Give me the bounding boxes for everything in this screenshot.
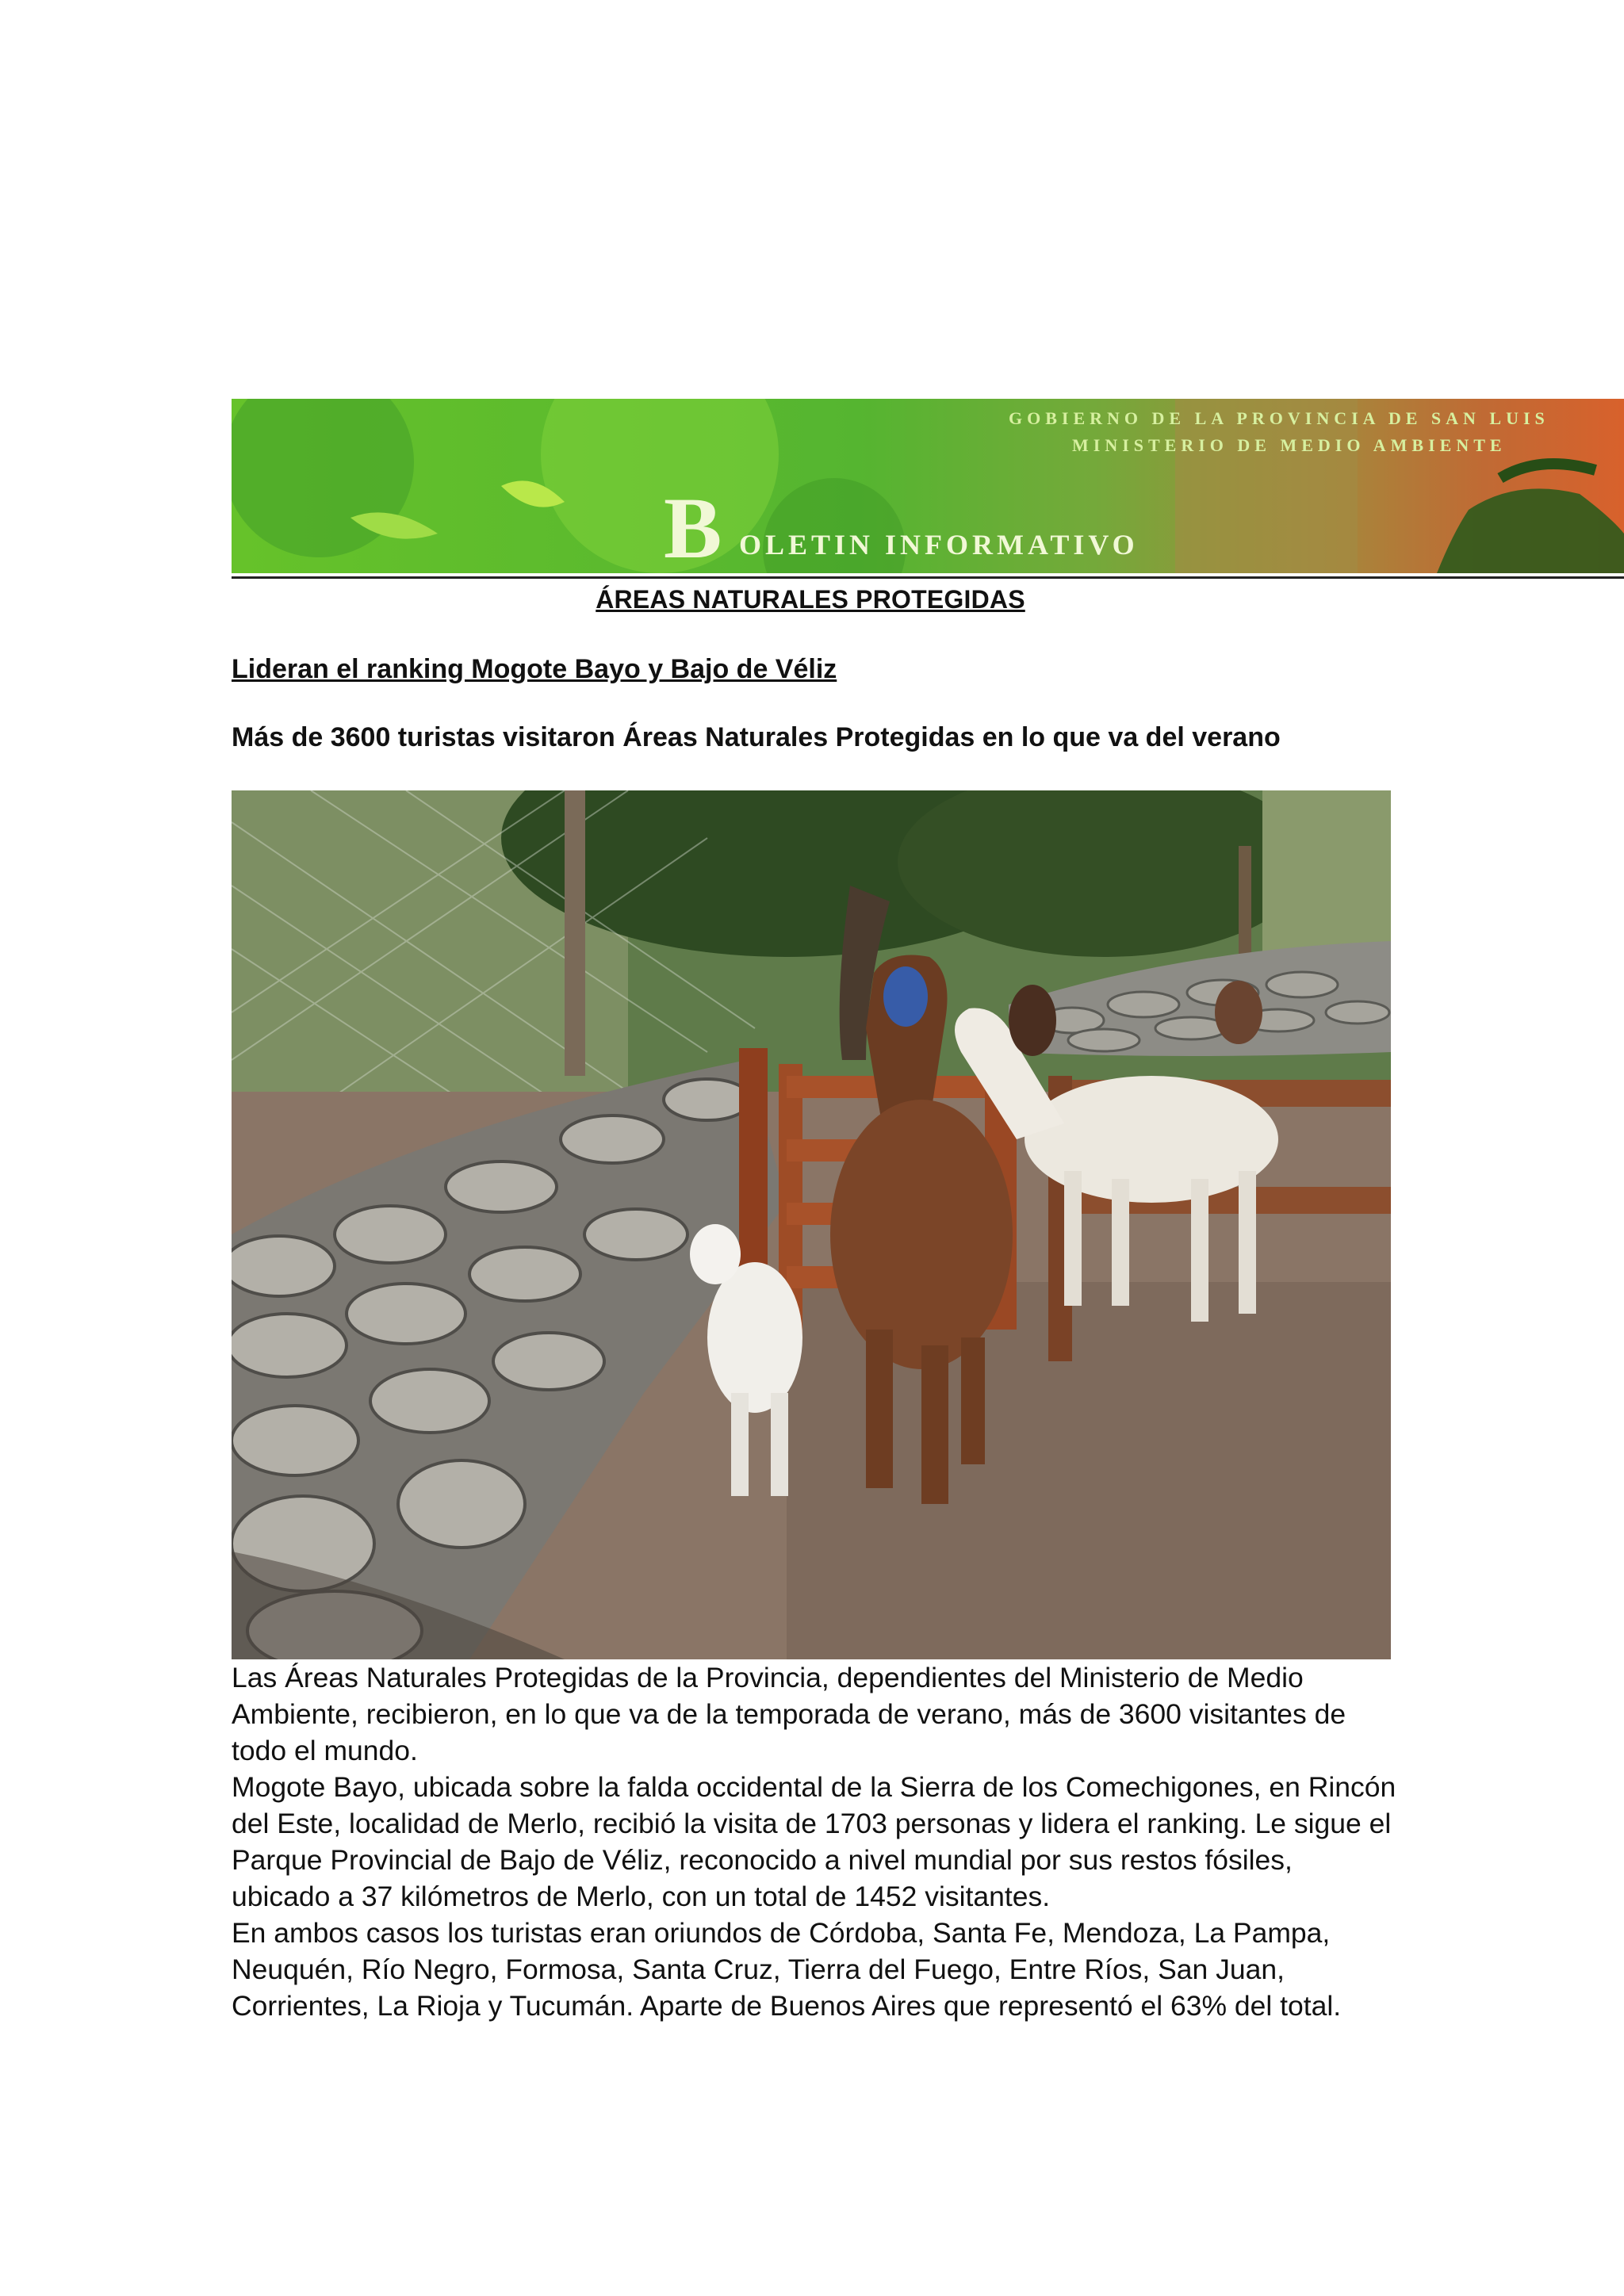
llamas-photo — [232, 790, 1391, 1659]
section-title: ÁREAS NATURALES PROTEGIDAS — [596, 585, 1025, 614]
header-banner — [232, 399, 1624, 573]
banner-graphic — [232, 399, 1624, 573]
header-rule — [232, 576, 1624, 579]
body-paragraph-1: Las Áreas Naturales Protegidas de la Provincia, dependientes del Ministerio de Medio Ambiente, recibieron, en lo que va de la temporada de verano, más de 3600 visitantes de todo el mundo. — [232, 1662, 1346, 1766]
photo-illustration — [232, 790, 1391, 1659]
banner-gov-line1: GOBIERNO DE LA PROVINCIA DE SAN LUIS — [1009, 408, 1549, 428]
article-body — [232, 1659, 1397, 2024]
body-paragraph-2: Mogote Bayo, ubicada sobre la falda occidental de la Sierra de los Comechigones, en Rincón del Este, localidad de Merlo, recibió la visita de 1703 personas y lidera el ranking. Le sigue el Parque Provincial de Bajo de Véliz, reconocido a nivel mundial por sus restos fósiles, ubicado a 37 kilómetros de Merlo, con un total de 1452 visitantes. — [232, 1771, 1396, 1912]
banner-gov-line2: MINISTERIO DE MEDIO AMBIENTE — [1072, 435, 1507, 455]
subheadline: Más de 3600 turistas visitaron Áreas Naturales Protegidas en lo que va del verano — [232, 722, 1281, 752]
banner-title: OLETIN INFORMATIVO — [739, 529, 1139, 561]
headline: Lideran el ranking Mogote Bayo y Bajo de Véliz — [232, 654, 837, 684]
banner-title-initial: B — [664, 480, 722, 573]
body-paragraph-3: En ambos casos los turistas eran oriundos de Córdoba, Santa Fe, Mendoza, La Pampa, Neuquén, Río Negro, Formosa, Santa Cruz, Tierra del Fuego, Entre Ríos, San Juan, Corrientes, La Rioja y Tucumán. Aparte de Buenos Aires que representó el 63% del total. — [232, 1917, 1342, 2022]
